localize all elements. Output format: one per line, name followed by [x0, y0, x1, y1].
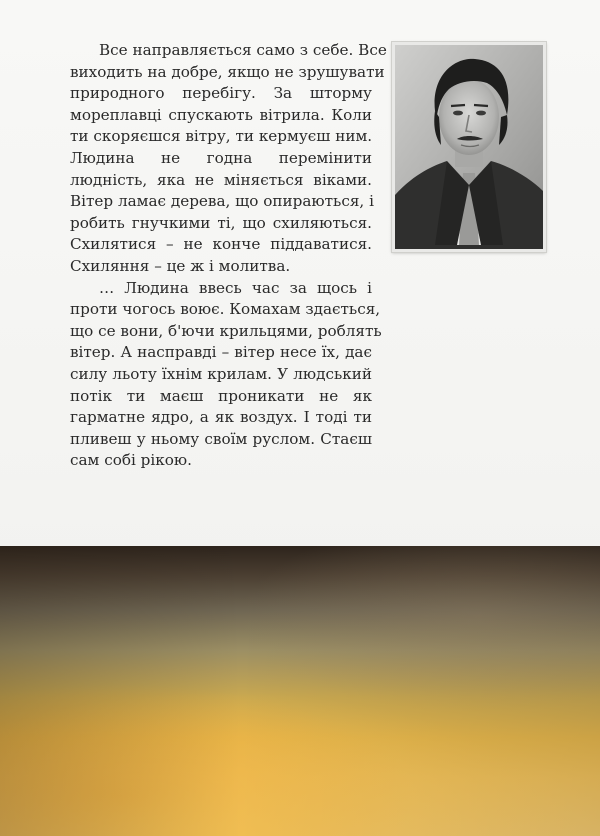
- text-line: сам собі рікою.: [70, 451, 192, 470]
- text-line: потік ти маєш проникати не як: [70, 386, 372, 405]
- text-line: … Людина ввесь час за щось і: [99, 278, 372, 297]
- paragraph-2: [70, 278, 382, 472]
- text-block: [70, 40, 387, 472]
- text-line: Схилятися – не конче піддаватися.: [70, 235, 372, 254]
- text-line: Вітер ламає дерева, що опираються, і: [70, 192, 374, 211]
- text-line: гарматне ядро, а як воздух. І тоді ти: [70, 408, 372, 427]
- portrait-photo-frame: [392, 42, 546, 252]
- portrait-photo: [395, 45, 543, 249]
- text-line: силу льоту їхнім крилам. У людський: [70, 364, 372, 383]
- text-line: мореплавці спускають вітрила. Коли: [70, 105, 372, 124]
- text-line: пливеш у ньому своїм руслом. Стаєш: [70, 429, 372, 448]
- text-line: природного перебігу. За шторму: [70, 84, 372, 103]
- text-line: Схиляння – це ж і молитва.: [70, 256, 291, 275]
- portrait-photo-icon: [395, 45, 543, 249]
- text-line: ти скоряєшся вітру, ти кермуєш ним.: [70, 127, 373, 146]
- decorative-band-shade: [0, 546, 600, 836]
- text-line: виходить на добре, якщо не зрушувати: [70, 62, 385, 81]
- text-line: вітер. А насправді – вітер несе їх, дає: [70, 343, 372, 362]
- text-line: проти чогось воює. Комахам здається,: [70, 300, 381, 319]
- text-line: Все направляється само з себе. Все: [99, 41, 387, 59]
- text-line: що се вони, б'ючи крильцями, роблять: [70, 321, 382, 340]
- paragraph-1: [70, 40, 387, 278]
- text-line: людність, яка не міняється віками.: [70, 170, 372, 189]
- text-line: робить гнучкими ті, що схиляються.: [70, 213, 372, 232]
- text-line: Людина не годна перемінити: [70, 148, 372, 167]
